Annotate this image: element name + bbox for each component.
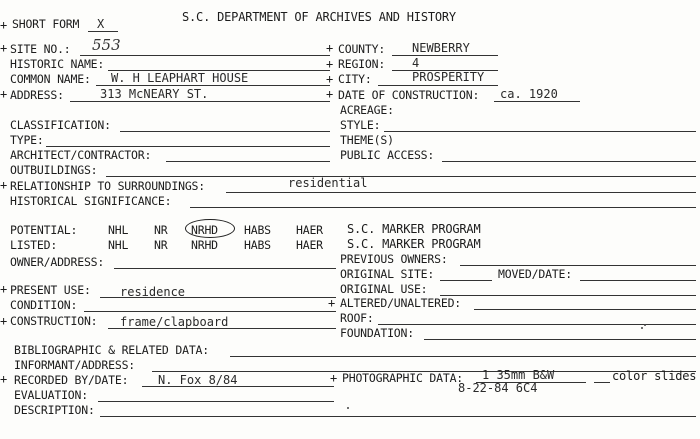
city-line [378, 85, 498, 86]
address-label: ADDRESS: [10, 88, 64, 102]
altered-label: ALTERED/UNALTERED: [340, 296, 462, 310]
evaluation-line [98, 401, 334, 402]
potential-nr: NR [154, 223, 168, 237]
ink-speck [641, 327, 643, 329]
date-of-construction-label: DATE OF CONSTRUCTION: [338, 88, 480, 102]
construction-line [108, 328, 336, 329]
original-site-line [440, 280, 492, 281]
color-slides-label: color slides [612, 369, 697, 383]
moved-date-label: MOVED/DATE: [498, 267, 572, 281]
color-slides-line [594, 382, 610, 383]
outbuildings-label: OUTBUILDINGS: [10, 163, 98, 177]
acreage-label: ACREAGE: [340, 103, 394, 117]
date-of-construction-value: ca. 1920 [500, 87, 558, 101]
present-use-label: PRESENT USE: [10, 283, 91, 297]
construction-label: CONSTRUCTION: [10, 314, 98, 328]
short-form-value: X [97, 17, 105, 31]
moved-date-line [580, 280, 696, 281]
recorded-by-value: N. Fox 8/84 [158, 373, 238, 387]
plus-mark: + [0, 282, 8, 296]
listed-nr: NR [154, 238, 168, 252]
present-use-line [100, 297, 336, 298]
region-label: REGION: [338, 57, 386, 71]
plus-mark: + [328, 296, 336, 310]
listed-nhl: NHL [108, 238, 129, 252]
listed-haer: HAER [296, 238, 323, 252]
evaluation-label: EVALUATION: [14, 388, 88, 402]
outbuildings-line [106, 176, 696, 177]
present-use-value: residence [120, 285, 186, 299]
site-no-value: 553 [92, 36, 121, 54]
potential-marker-program: S.C. MARKER PROGRAM [347, 222, 481, 236]
plus-mark: + [326, 72, 334, 86]
potential-label: POTENTIAL: [10, 223, 78, 237]
style-line [384, 131, 696, 132]
county-line [392, 55, 498, 56]
plus-mark: + [0, 41, 8, 55]
potential-nrhd: NRHD [191, 223, 218, 237]
plus-mark: + [326, 87, 334, 101]
historic-name-label: HISTORIC NAME: [10, 57, 105, 71]
photographic-data-value-1: 1 35mm B&W [482, 368, 555, 382]
relationship-label: RELATIONSHIP TO SURROUNDINGS: [10, 179, 205, 193]
foundation-line [424, 339, 696, 340]
photographic-data-line [476, 382, 586, 383]
historical-significance-line [190, 207, 696, 208]
classification-label: CLASSIFICATION: [10, 118, 111, 132]
region-value: 4 [412, 56, 420, 70]
county-label: COUNTY: [338, 42, 386, 56]
recorded-by-label: RECORDED BY/DATE: [14, 373, 129, 387]
plus-mark: + [0, 18, 8, 32]
listed-marker-program: S.C. MARKER PROGRAM [347, 237, 481, 251]
plus-mark: + [0, 314, 8, 328]
informant-label: INFORMANT/ADDRESS: [14, 358, 136, 372]
common-name-value: W. H LEAPHART HOUSE [111, 71, 249, 85]
roof-label: ROOF: [340, 311, 374, 325]
listed-habs: HABS [244, 238, 271, 252]
listed-label: LISTED: [10, 238, 58, 252]
common-name-label: COMMON NAME: [10, 72, 91, 86]
owner-address-label: OWNER/ADDRESS: [10, 255, 105, 269]
public-access-label: PUBLIC ACCESS: [340, 148, 435, 162]
city-value: PROSPERITY [412, 70, 485, 84]
department-title: S.C. DEPARTMENT OF ARCHIVES AND HISTORY [182, 10, 456, 24]
ink-speck [347, 407, 349, 409]
previous-owners-label: PREVIOUS OWNERS: [340, 252, 448, 266]
condition-line [84, 311, 336, 312]
condition-label: CONDITION: [10, 298, 78, 312]
ink-speck [644, 324, 646, 326]
relationship-value: residential [288, 176, 368, 190]
bibliographic-line [230, 356, 696, 357]
plus-mark: + [0, 178, 8, 192]
photographic-data-label: PHOTOGRAPHIC DATA: [342, 371, 464, 385]
site-no-label: SITE NO.: [10, 42, 71, 56]
potential-habs: HABS [244, 223, 271, 237]
original-use-line [440, 295, 696, 296]
roof-line [378, 324, 696, 325]
original-site-label: ORIGINAL SITE: [340, 267, 435, 281]
plus-mark: + [326, 57, 334, 71]
architect-line [166, 161, 330, 162]
plus-mark: + [330, 371, 338, 385]
historical-significance-label: HISTORICAL SIGNIFICANCE: [10, 194, 172, 208]
foundation-label: FOUNDATION: [340, 326, 414, 340]
owner-address-line [114, 268, 336, 269]
county-value: NEWBERRY [412, 41, 470, 55]
theme-label: THEME(S) [340, 133, 394, 147]
common-name-line [96, 85, 330, 86]
potential-nhl: NHL [108, 223, 129, 237]
original-use-label: ORIGINAL USE: [340, 282, 428, 296]
site-no-line [80, 55, 330, 56]
altered-line [474, 309, 696, 310]
city-label: CITY: [338, 72, 372, 86]
architect-label: ARCHITECT/CONTRACTOR: [10, 148, 152, 162]
plus-mark: + [0, 87, 8, 101]
type-line [46, 146, 330, 147]
previous-owners-line [460, 265, 696, 266]
address-line [70, 101, 330, 102]
address-value: 313 McNEARY ST. [100, 87, 209, 101]
listed-nrhd: NRHD [191, 238, 218, 252]
plus-mark: + [326, 41, 334, 55]
photographic-data-value-2: 8-22-84 6C4 [458, 381, 538, 395]
date-of-construction-line [494, 101, 580, 102]
nrhd-circle-mark [185, 219, 235, 238]
construction-value: frame/clapboard [120, 315, 229, 329]
relationship-line [226, 192, 696, 193]
type-label: TYPE: [10, 133, 44, 147]
short-form-underline [88, 31, 118, 32]
bibliographic-label: BIBLIOGRAPHIC & RELATED DATA: [14, 343, 209, 357]
public-access-line [442, 161, 696, 162]
classification-line [120, 131, 330, 132]
description-label: DESCRIPTION: [14, 403, 95, 417]
plus-mark: + [0, 372, 8, 386]
style-label: STYLE: [340, 118, 381, 132]
description-line [100, 416, 696, 417]
recorded-by-line [142, 386, 334, 387]
potential-haer: HAER [296, 223, 323, 237]
short-form-label: SHORT FORM [12, 17, 80, 31]
